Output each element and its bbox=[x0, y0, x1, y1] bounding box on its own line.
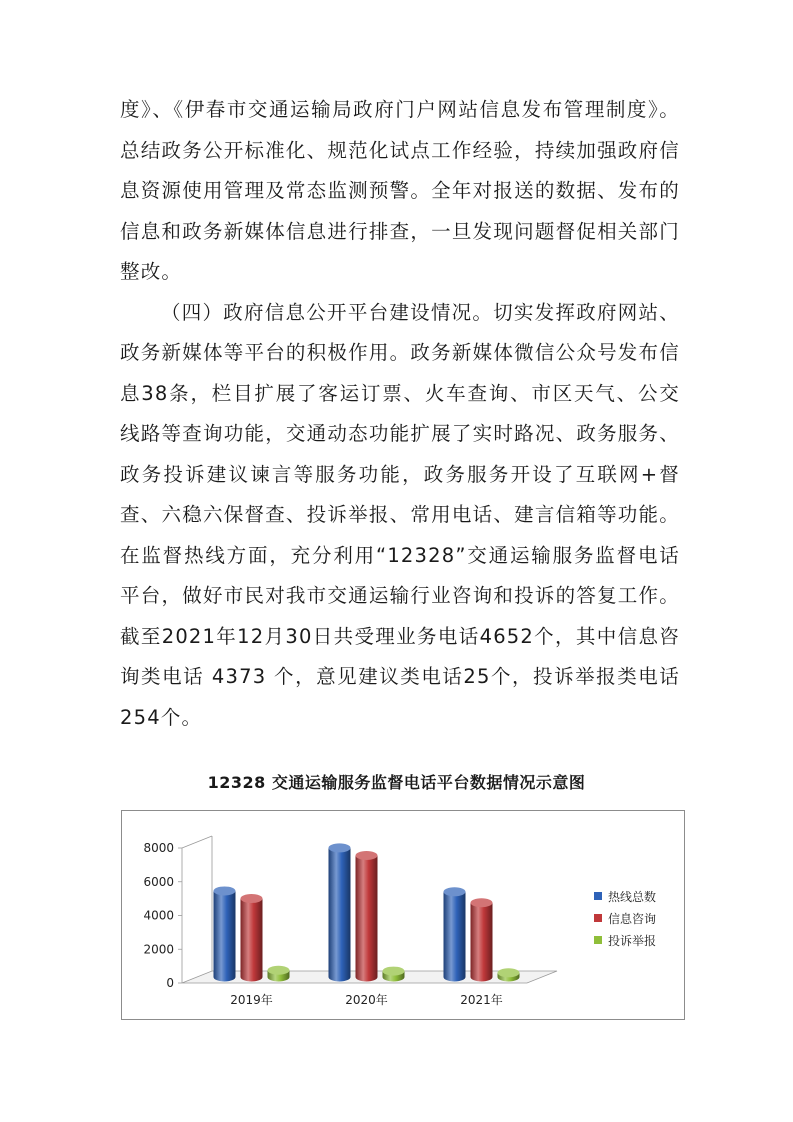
legend-label: 投诉举报 bbox=[608, 933, 657, 948]
chart-legend bbox=[594, 885, 656, 951]
legend-swatch bbox=[594, 936, 602, 944]
paragraph-2-text: 切实发挥政府网站、政务新媒体等平台的积极作用。政务新媒体微信公众号发布信息38条，栏目扩展了客运订票、火车查询、市区天气、公交线路等查询功能，交通动态功能扩展了实时路况、政务服务、政务投诉建议谏言等服务功能，政务服务开设了互联网+督查、六稳六保督查、投诉举报、常用电话、建言信箱等功能。在监督热线方面，充分利用“12328”交通运输服务监督电话平台，做好市民对我市交通运输行业咨询和投诉的答复工作。截至2021年12月30日共受理业务电话4652个，其中信息咨询类电话 4373 个，意见建议类电话25个，投诉举报类电话 254个。 bbox=[120, 300, 680, 729]
legend-item bbox=[594, 885, 656, 907]
x-tick-label: 2021年 bbox=[460, 993, 503, 1007]
bar-top-热线总数-2019年 bbox=[214, 886, 236, 895]
bar-top-热线总数-2021年 bbox=[444, 887, 466, 896]
bar-top-信息咨询-2021年 bbox=[471, 898, 493, 907]
legend-swatch bbox=[594, 914, 602, 922]
legend-label: 信息咨询 bbox=[608, 911, 657, 926]
bar-热线总数-2020年 bbox=[329, 848, 351, 982]
legend-item bbox=[594, 907, 656, 929]
legend-item bbox=[594, 929, 656, 951]
x-tick-label: 2019年 bbox=[230, 993, 273, 1007]
y-tick-label: 2000 bbox=[143, 942, 174, 957]
y-tick-label: 6000 bbox=[143, 874, 174, 889]
y-tick-label: 8000 bbox=[143, 841, 174, 855]
paragraph-1: 度》、《伊春市交通运输局政府门户网站信息发布管理制度》。总结政务公开标准化、规范化试点工作经验，持续加强政府信息资源使用管理及常态监测预警。全年对报送的数据、发布的信息和政务新媒体信息进行排查，一旦发现问题督促相关部门整改。 bbox=[120, 98, 680, 283]
bar-信息咨询-2021年 bbox=[471, 903, 493, 982]
bar-信息咨询-2019年 bbox=[241, 899, 263, 982]
bar-top-投诉举报-2020年 bbox=[383, 967, 405, 976]
chart-title: 12328 交通运输服务监督电话平台数据情况示意图 bbox=[207, 773, 586, 792]
paragraph-2 bbox=[120, 293, 680, 739]
legend-label: 热线总数 bbox=[608, 889, 657, 904]
chart-frame bbox=[121, 810, 685, 1020]
section-heading: （四）政府信息公开平台建设情况。 bbox=[160, 300, 494, 324]
x-tick-label: 2020年 bbox=[345, 993, 388, 1007]
bar-信息咨询-2020年 bbox=[356, 856, 378, 982]
bar-top-投诉举报-2019年 bbox=[268, 966, 290, 975]
legend-swatch bbox=[594, 892, 602, 900]
bar-top-信息咨询-2019年 bbox=[241, 894, 263, 903]
side-wall-top bbox=[182, 836, 212, 848]
y-tick-label: 0 bbox=[166, 976, 174, 990]
bar-热线总数-2019年 bbox=[214, 891, 236, 982]
bar-top-投诉举报-2021年 bbox=[498, 968, 520, 977]
bar-热线总数-2021年 bbox=[444, 892, 466, 982]
body-text bbox=[120, 90, 680, 738]
bar-top-信息咨询-2020年 bbox=[356, 851, 378, 860]
bar-top-热线总数-2020年 bbox=[329, 843, 351, 852]
y-tick-label: 4000 bbox=[143, 908, 174, 923]
